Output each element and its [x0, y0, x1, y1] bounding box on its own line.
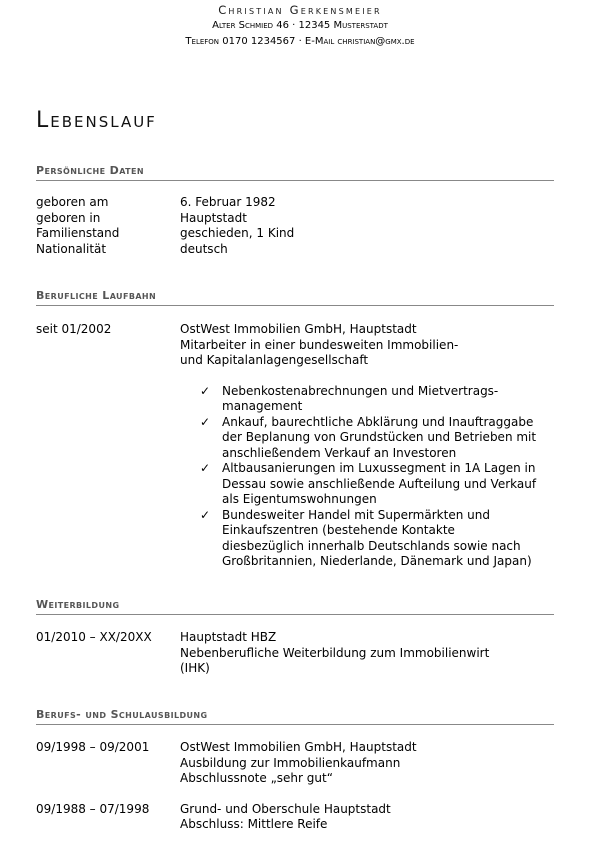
task-line: Ankauf, baurechtliche Abklärung und Inauftraggabe: [222, 414, 534, 429]
personal-label: geboren in: [36, 210, 101, 225]
task-line: Dessau sowie anschließende Aufteilung und Verkauf: [222, 476, 537, 491]
further-education-heading: Weiterbildung: [36, 598, 554, 615]
contact-line: Telefon 0170 1234567 · E-Mail christian@gmx.de: [185, 36, 415, 47]
education-entry: [36, 740, 554, 787]
career-role-line: und Kapitalanlagengesellschaft: [180, 353, 369, 367]
entry-line: Hauptstadt HBZ: [180, 630, 277, 644]
task-line: Einkaufszentren (bestehende Kontakte: [222, 523, 455, 537]
education-entry: [36, 802, 554, 833]
education-period: 09/1998 – 09/2001: [36, 740, 150, 754]
list-item: [200, 384, 554, 415]
personal-data-section: [36, 164, 554, 257]
task-line: Bundesweiter Handel mit Supermärkten und: [222, 507, 490, 522]
entry-line: Abschlussnote „sehr gut“: [180, 771, 333, 785]
entry-line: Nebenberufliche Weiterbildung zum Immobilienwirt: [180, 645, 490, 660]
personal-label: Familienstand: [36, 226, 120, 240]
applicant-name: Christian Gerkensmeier: [218, 3, 382, 17]
entry-line: Grund- und Oberschule Hauptstadt: [180, 801, 391, 816]
education-heading: Berufs- und Schulausbildung: [36, 708, 554, 725]
page-title: Lebenslauf: [36, 108, 157, 133]
entry-line: (IHK): [180, 661, 210, 675]
task-line: management: [222, 399, 303, 413]
checkmark-icon: ✓: [200, 383, 211, 398]
checkmark-icon: ✓: [200, 507, 211, 522]
career-role-line: Mitarbeiter in einer bundesweiten Immobilien-: [180, 337, 459, 352]
career-section: [36, 289, 554, 570]
career-period: seit 01/2002: [36, 322, 112, 336]
task-line: Altbausanierungen im Luxussegment in 1A Lagen in: [222, 461, 536, 475]
task-line: Nebenkostenabrechnungen und Mietvertrags-: [222, 383, 499, 398]
letterhead: [0, 2, 600, 50]
entry-line: Abschluss: Mittlere Reife: [180, 817, 328, 831]
education-section: [36, 708, 554, 833]
further-education-entry: [36, 630, 554, 677]
personal-data-heading: Persönliche Daten: [36, 164, 554, 181]
career-entry: [36, 322, 554, 369]
list-item: [200, 508, 554, 570]
task-line: diesbezüglich innerhalb Deutschlands sowie nach: [222, 538, 521, 553]
career-heading: Berufliche Laufbahn: [36, 289, 554, 306]
personal-row: [36, 211, 554, 227]
address-line: Alter Schmied 46 · 12345 Musterstadt: [212, 20, 388, 31]
task-line: Großbritannien, Niederlande, Dänemark und Japan): [222, 554, 532, 568]
entry-line: OstWest Immobilien GmbH, Hauptstadt: [180, 740, 417, 754]
career-company: OstWest Immobilien GmbH, Hauptstadt: [180, 322, 417, 336]
list-item: [200, 461, 554, 508]
education-period: 09/1988 – 07/1998: [36, 801, 150, 816]
further-education-period: 01/2010 – XX/20XX: [36, 630, 152, 644]
personal-value: Hauptstadt: [180, 210, 247, 225]
checkmark-icon: ✓: [200, 414, 211, 429]
task-line: anschließendem Verkauf an Investoren: [222, 445, 457, 460]
entry-line: Ausbildung zur Immobilienkaufmann: [180, 755, 401, 770]
personal-row: [36, 242, 554, 258]
personal-label: geboren am: [36, 195, 109, 209]
checkmark-icon: ✓: [200, 461, 211, 475]
personal-label: Nationalität: [36, 241, 107, 256]
further-education-section: [36, 598, 554, 677]
personal-row: [36, 195, 554, 211]
personal-value: 6. Februar 1982: [180, 195, 276, 209]
personal-value: deutsch: [180, 241, 228, 256]
personal-row: [36, 226, 554, 242]
task-line: der Beplanung von Grundstücken und Betrieben mit: [222, 430, 537, 444]
career-tasks-list: [200, 384, 554, 570]
task-line: als Eigentumswohnungen: [222, 492, 377, 506]
personal-value: geschieden, 1 Kind: [180, 226, 295, 240]
list-item: [200, 415, 554, 462]
